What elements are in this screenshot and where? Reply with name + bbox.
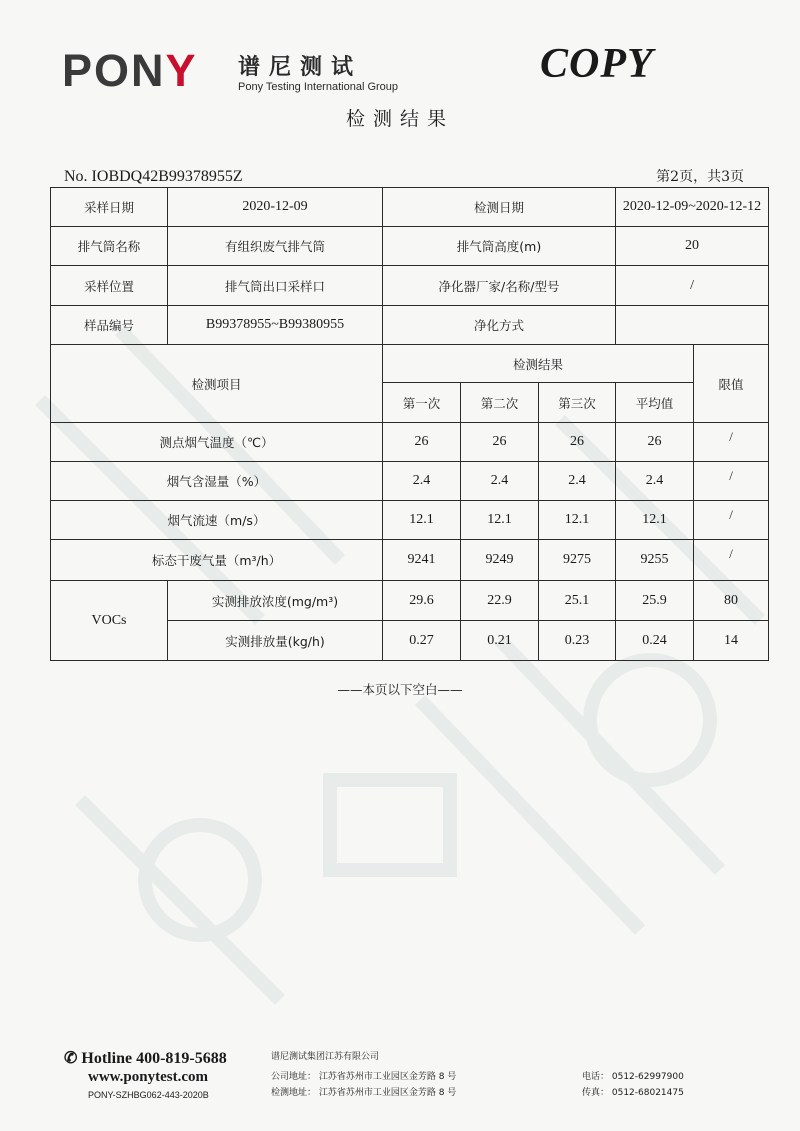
info-row xyxy=(51,188,769,227)
company-name: 谱尼测试集团江苏有限公司 xyxy=(271,1052,380,1062)
label-stack-height: 排气筒高度(m) xyxy=(383,227,616,266)
lab-address: 检测地址： 江苏省苏州市工业园区金芳路 8 号 xyxy=(271,1088,457,1098)
value-location: 排气筒出口采样口 xyxy=(168,266,383,306)
results-header-row xyxy=(51,345,769,383)
header-run-1: 第一次 xyxy=(383,383,461,423)
value-cell: 2.4 xyxy=(539,462,616,501)
table-row xyxy=(51,501,769,540)
header-results: 检测结果 xyxy=(383,345,694,383)
item-label: 实测排放浓度(mg/m³) xyxy=(168,581,383,621)
page-indicator: 第2页，共3页 xyxy=(656,169,744,185)
brand-name-en: Pony Testing International Group xyxy=(238,81,399,93)
blank-below-note: ——本页以下空白—— xyxy=(337,682,463,697)
info-row xyxy=(51,227,769,266)
report-number: No. IOBDQ42B99378955Z xyxy=(64,168,243,185)
value-cell: 29.6 xyxy=(383,581,461,621)
value-cell: 2.4 xyxy=(616,462,694,501)
value-cell: 9275 xyxy=(539,540,616,581)
value-test-date: 2020-12-09~2020-12-12 xyxy=(616,188,769,227)
results-table xyxy=(50,187,769,661)
item-label: 烟气含湿量（%） xyxy=(51,462,383,501)
value-cell: 0.27 xyxy=(383,621,461,661)
value-cell: 26 xyxy=(383,423,461,462)
value-stack-name: 有组织废气排气筒 xyxy=(168,227,383,266)
header-average: 平均值 xyxy=(616,383,694,423)
label-purify-method: 净化方式 xyxy=(383,306,616,345)
value-purifier: / xyxy=(616,266,769,306)
value-cell: 12.1 xyxy=(539,501,616,540)
value-cell: 25.9 xyxy=(616,581,694,621)
phone-number: 电话： 0512-62997900 xyxy=(582,1072,684,1082)
item-label: 测点烟气温度（℃） xyxy=(51,423,383,462)
value-sample-no: B99378955~B99380955 xyxy=(168,306,383,345)
limit-cell: 14 xyxy=(694,621,769,661)
limit-cell: / xyxy=(694,501,769,540)
hotline: ✆ Hotline 400-819-5688 xyxy=(64,1050,227,1067)
value-cell: 12.1 xyxy=(616,501,694,540)
header-run-2: 第二次 xyxy=(461,383,539,423)
value-sampling-date: 2020-12-09 xyxy=(168,188,383,227)
limit-cell: / xyxy=(694,462,769,501)
value-cell: 26 xyxy=(616,423,694,462)
value-cell: 9241 xyxy=(383,540,461,581)
value-cell: 0.21 xyxy=(461,621,539,661)
table-row xyxy=(51,423,769,462)
table-row xyxy=(51,581,769,621)
limit-cell: 80 xyxy=(694,581,769,621)
label-sample-no: 样品编号 xyxy=(51,306,168,345)
label-purifier: 净化器厂家/名称/型号 xyxy=(383,266,616,306)
value-cell: 26 xyxy=(461,423,539,462)
company-address: 公司地址： 江苏省苏州市工业园区金芳路 8 号 xyxy=(271,1072,457,1082)
info-row xyxy=(51,306,769,345)
header-run-3: 第三次 xyxy=(539,383,616,423)
value-cell: 26 xyxy=(539,423,616,462)
item-label: 烟气流速（m/s） xyxy=(51,501,383,540)
page-title: 检测结果 xyxy=(345,108,454,130)
label-test-date: 检测日期 xyxy=(383,188,616,227)
item-label: 实测排放量(kg/h) xyxy=(168,621,383,661)
fax-number: 传真： 0512-68021475 xyxy=(582,1088,684,1098)
pony-logo: PONY xyxy=(62,45,198,96)
website-link[interactable]: www.ponytest.com xyxy=(88,1069,208,1085)
limit-cell: / xyxy=(694,423,769,462)
label-location: 采样位置 xyxy=(51,266,168,306)
header-limit: 限值 xyxy=(694,345,769,423)
brand-name-cn: 谱尼测试 xyxy=(238,55,363,80)
value-cell: 9255 xyxy=(616,540,694,581)
voc-label: VOCs xyxy=(51,581,168,661)
document-code: PONY-SZHBG062-443-2020B xyxy=(88,1090,209,1100)
copy-stamp: COPY xyxy=(540,41,654,87)
value-cell: 0.23 xyxy=(539,621,616,661)
value-cell: 12.1 xyxy=(383,501,461,540)
value-cell: 22.9 xyxy=(461,581,539,621)
value-cell: 0.24 xyxy=(616,621,694,661)
item-label: 标态干废气量（m³/h） xyxy=(51,540,383,581)
value-cell: 12.1 xyxy=(461,501,539,540)
label-sampling-date: 采样日期 xyxy=(51,188,168,227)
table-row xyxy=(51,540,769,581)
value-cell: 2.4 xyxy=(383,462,461,501)
info-row xyxy=(51,266,769,306)
label-stack-name: 排气筒名称 xyxy=(51,227,168,266)
limit-cell: / xyxy=(694,540,769,581)
table-row xyxy=(51,462,769,501)
value-cell: 25.1 xyxy=(539,581,616,621)
header-item: 检测项目 xyxy=(51,345,383,423)
value-cell: 9249 xyxy=(461,540,539,581)
value-purify-method xyxy=(616,306,769,345)
value-cell: 2.4 xyxy=(461,462,539,501)
value-stack-height: 20 xyxy=(616,227,769,266)
